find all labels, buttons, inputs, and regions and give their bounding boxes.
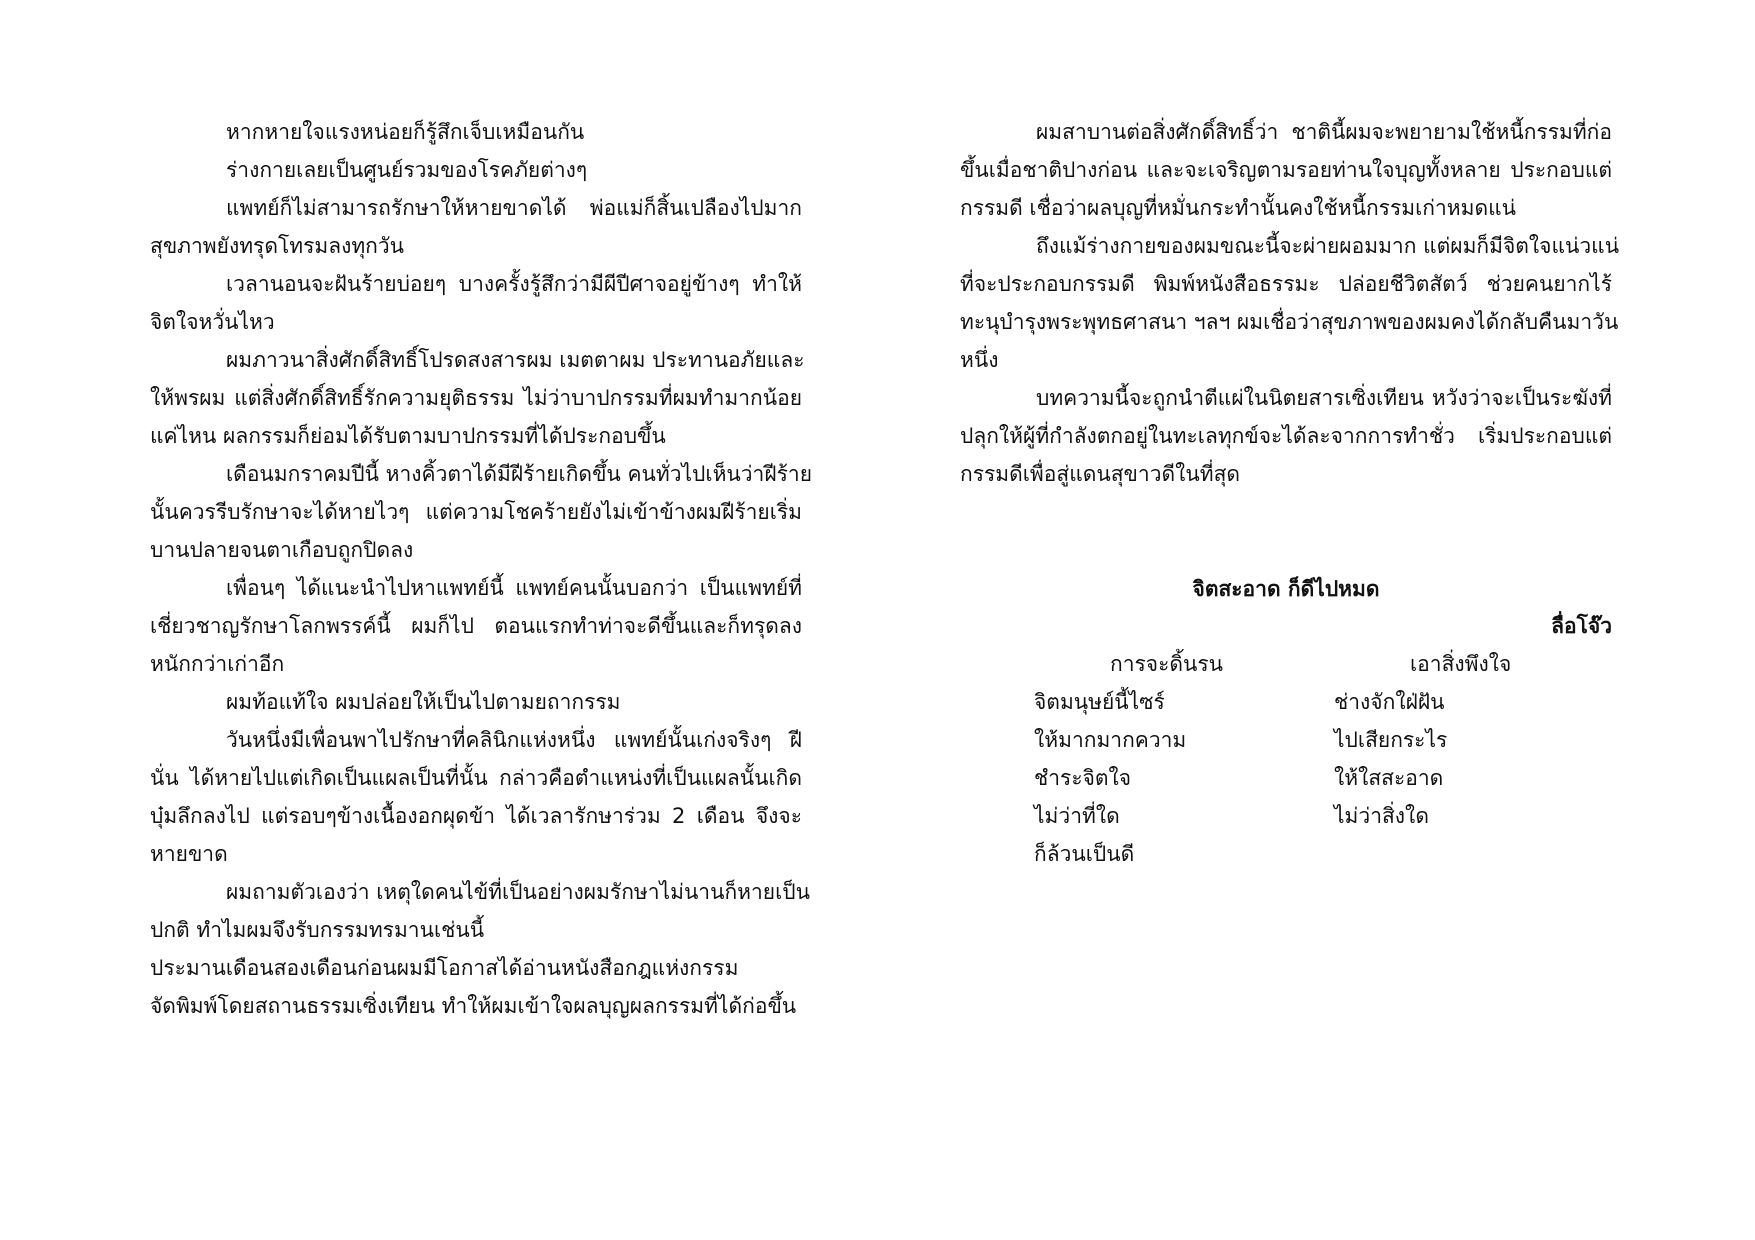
poem-line-second: ให้ใสสะอาด [1334, 766, 1444, 790]
poem-row [1034, 683, 1554, 721]
text-line: หากหายใจแรงหน่อยก็รู้สึกเจ็บเหมือนกัน [226, 120, 585, 144]
poem-line-second: ไปเสียกระไร [1334, 728, 1448, 752]
poem-row [1034, 645, 1554, 683]
text-line: วันหนึ่งมีเพื่อนพาไปรักษาที่คลินิกแห่งหนึ่ง แพทย์นั้นเก่งจริงๆ ฝี [226, 728, 802, 752]
text-line: ปลุกให้ผู้ที่กำลังตกอยู่ในทะเลทุกข์จะได้ละจากการทำชั่ว เริ่มประกอบแต่ [960, 424, 1612, 448]
text-line: นั้นควรรีบรักษาจะได้หายไวๆ แต่ความโชคร้ายยังไม่เข้าข้างผมฝีร้ายเริ่ม [150, 500, 802, 524]
text-line: หายขาด [150, 842, 228, 866]
poem-title: จิตสะอาด ก็ดีไปหมด [1192, 577, 1380, 601]
text-line: แค่ไหน ผลกรรมก็ย่อมได้รับตามบาปกรรมที่ได้ประกอบขึ้น [150, 424, 666, 448]
poem-row [1034, 835, 1554, 873]
text-line: บานปลายจนตาเกือบถูกปิดลง [150, 538, 414, 562]
right-column [960, 113, 1620, 493]
poem-row [1034, 797, 1554, 835]
text-line: ผมถามตัวเองว่า เหตุใดคนไข้ที่เป็นอย่างผมรักษาไม่นานก็หายเป็น [226, 880, 810, 904]
text-line: จิตใจหวั่นไหว [150, 310, 275, 334]
text-line: เวลานอนจะฝันร้ายบ่อยๆ บางครั้งรู้สึกว่ามีผีปีศาจอยู่ข้างๆ ทำให้ [226, 272, 802, 296]
text-line: จัดพิมพ์โดยสถานธรรมเซิ่งเทียน ทำให้ผมเข้าใจผลบุญผลกรรมที่ได้ก่อขึ้น [150, 994, 797, 1018]
text-line: กรรมดีเพื่อสู่แดนสุขาวดีในที่สุด [960, 462, 1241, 486]
text-line: ให้พรผม แต่สิ่งศักดิ์สิทธิ์รักความยุติธรรม ไม่ว่าบาปกรรมที่ผมทำมากน้อย [150, 386, 802, 410]
poem-line-first: จิตมนุษย์นี้ไซร์ [1034, 690, 1165, 714]
poem-line-second: เอาสิ่งพึงใจ [1410, 652, 1512, 676]
text-line: ผมสาบานต่อสิ่งศักดิ์สิทธิ์ว่า ชาตินี้ผมจะพยายามใช้หนี้กรรมที่ก่อ [1036, 120, 1612, 144]
text-line: หนักกว่าเก่าอีก [150, 652, 285, 676]
poem-body [1034, 645, 1554, 873]
text-line: กรรมดี เชื่อว่าผลบุญที่หมั่นกระทำนั้นคงใช้หนี้กรรมเก่าหมดแน่ [960, 196, 1516, 220]
poem-line-first: ก็ล้วนเป็นดี [1034, 842, 1135, 866]
text-line: เดือนมกราคมปีนี้ หางคิ้วตาได้มีฝีร้ายเกิดขึ้น คนทั่วไปเห็นว่าฝีร้าย [226, 462, 813, 486]
poem-line-second: ช่างจักใฝ่ฝัน [1334, 690, 1445, 714]
text-line: ร่างกายเลยเป็นศูนย์รวมของโรคภัยต่างๆ [226, 158, 588, 182]
poem-author: ลื่อโจ๊ว [1551, 614, 1612, 638]
text-line: สุขภาพยังทรุดโทรมลงทุกวัน [150, 234, 405, 258]
poem-row [1034, 759, 1554, 797]
text-line: ทะนุบำรุงพระพุทธศาสนา ฯลฯ ผมเชื่อว่าสุขภาพของผมคงได้กลับคืนมาวัน [960, 310, 1619, 334]
text-line: ขึ้นเมื่อชาติปางก่อน และจะเจริญตามรอยท่านใจบุญทั้งหลาย ประกอบแต่ [960, 158, 1612, 182]
text-line: บทความนี้จะถูกนำตีแผ่ในนิตยสารเซิ่งเทียน หวังว่าจะเป็นระฆังที่ [1036, 386, 1612, 410]
text-line: เพื่อนๆ ได้แนะนำไปหาแพทย์นี้ แพทย์คนนั้นบอกว่า เป็นแพทย์ที่ [226, 576, 802, 600]
text-line: ผมท้อแท้ใจ ผมปล่อยให้เป็นไปตามยถากรรม [226, 690, 621, 714]
text-line: ปกติ ทำไมผมจึงรับกรรมทรมานเช่นนี้ [150, 918, 485, 942]
text-line: ผมภาวนาสิ่งศักดิ์สิทธิ์โปรดสงสารผม เมตตาผม ประทานอภัยและ [226, 348, 805, 372]
poem-line-first: ไม่ว่าที่ใด [1034, 804, 1120, 828]
text-line: นั่น ได้หายไปแต่เกิดเป็นแผลเป็นที่นั้น กล่าวคือตำแหน่งที่เป็นแผลนั้นเกิด [150, 766, 802, 790]
poem-row [1034, 721, 1554, 759]
poem-line-first: ชำระจิตใจ [1034, 766, 1132, 790]
text-line: ที่จะประกอบกรรมดี พิมพ์หนังสือธรรมะ ปล่อยชีวิตสัตว์ ช่วยคนยากไร้ [960, 272, 1612, 296]
poem-line-first: การจะดิ้นรน [1110, 652, 1223, 676]
poem-line-second: ไม่ว่าสิ่งใด [1334, 804, 1429, 828]
text-line: ถึงแม้ร่างกายของผมขณะนี้จะผ่ายผอมมาก แต่ผมก็มีจิตใจแน่วแน่ [1036, 234, 1620, 258]
text-line: แพทย์ก็ไม่สามารถรักษาให้หายขาดได้ พ่อแม่ก็สิ้นเปลืองไปมาก [226, 196, 802, 220]
text-line: หนึ่ง [960, 348, 999, 372]
text-line: ประมานเดือนสองเดือนก่อนผมมีโอกาสได้อ่านหนังสือกฎแห่งกรรม [150, 956, 739, 980]
poem-line-first: ให้มากมากความ [1034, 728, 1187, 752]
text-line: บุ๋มลึกลงไป แต่รอบๆข้างเนื้องอกผุดข้า ได้เวลารักษาร่วม 2 เดือน จึงจะ [150, 804, 802, 828]
left-column [150, 113, 813, 1025]
text-line: เชี่ยวชาญรักษาโลกพรรค์นี้ ผมก็ไป ตอนแรกทำท่าจะดีขึ้นและก็ทรุดลง [150, 614, 802, 638]
